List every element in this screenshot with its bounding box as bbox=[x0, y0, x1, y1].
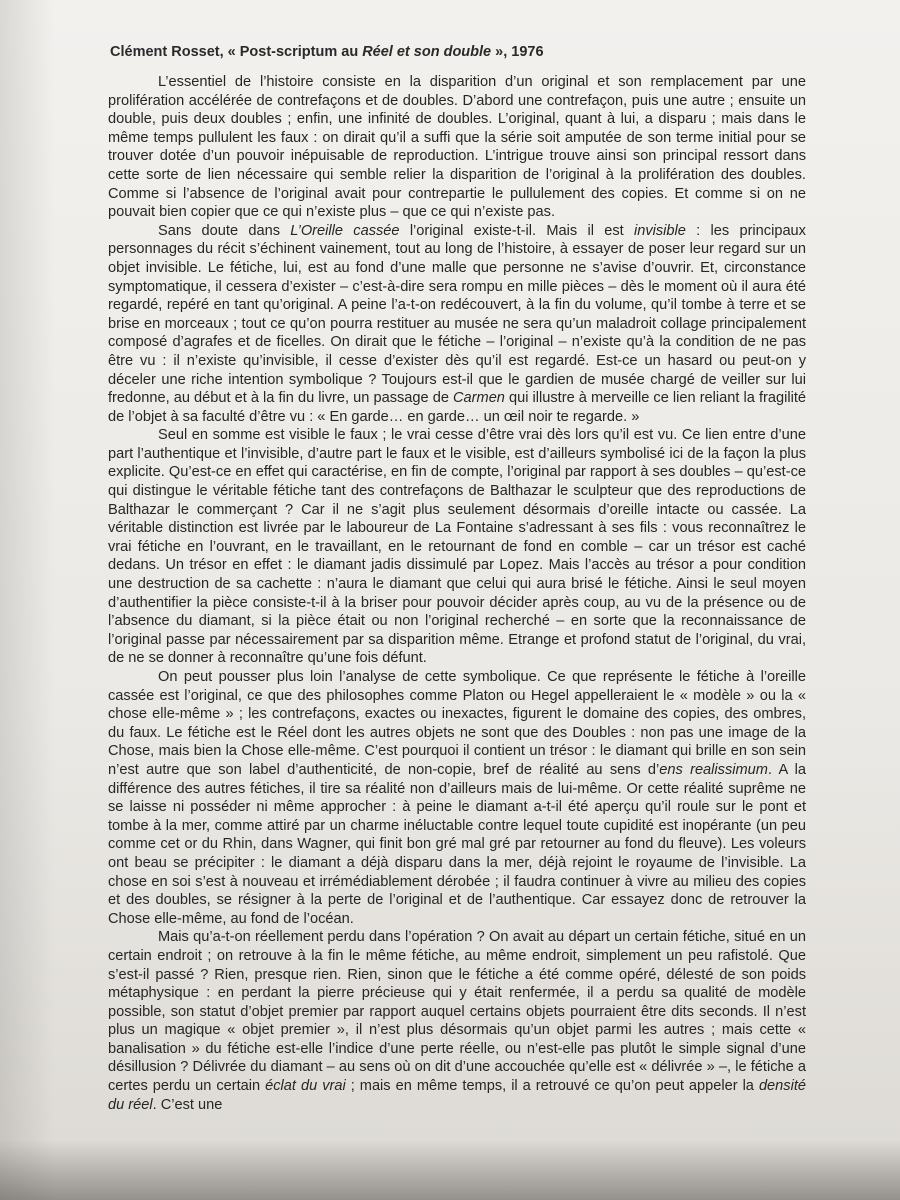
body-paragraph bbox=[108, 928, 806, 1114]
body-paragraph bbox=[108, 73, 806, 222]
text-run: ; mais en même temps, il a retrouvé ce qu’on peut appeler la bbox=[345, 1078, 759, 1095]
text-run: . C’est une bbox=[152, 1096, 223, 1113]
body-paragraph bbox=[108, 222, 806, 427]
heading-title: Réel et son double bbox=[362, 44, 492, 60]
text-run: Seul en somme est visible le faux ; le vrai cesse d’être vrai dès lors qu’il est vu. Ce lien entre d’une part l’authentique et l’invisible, d’autre part le faux et le visible, est d’ailleurs symbolisé ici de la façon la plus explicite. Qu’est-ce en effet qui caractérise, en fin de compte, l’original par rapport à ses doubles – qu’est-ce qui distingue le véritable fétiche tant des contrefaçons de Balthazar le sculpteur que des reproductions de Balthazar le commerçant ? Car il ne s’agit plus seulement désormais d’oreille intacte ou cassée. La véritable distinction est livrée par le laboureur de La Fontaine s’adressant à ses fils : vous reconnaîtrez le vrai fétiche en l’ouvrant, en le travaillant, en le retournant de fond en comble – car un trésor est caché dedans. Un trésor en effet : le diamant jadis dissimulé par Lopez. Mais l’accès au trésor a pour condition une destruction de sa cachette : n’aura le diamant que celui qui aura brisé le fétiche. Ainsi le seul moyen d’authentifier la pièce consiste-t-il à la briser pour pouvoir décider après coup, au vu de la présence ou de l’absence du diamant, si la pièce était ou non l’original recherché – en sorte que la reconnaissance de l’original passe par nécessairement par sa disparition même. Etrange et profond statut de l’original, du vrai, de ne se donner à reconnaître qu’une fois défunt. bbox=[108, 427, 806, 667]
italic-run: invisible bbox=[633, 222, 686, 239]
text-run: L’essentiel de l’histoire consiste en la disparition d’un original et son remplacement par une prolifération accélérée de contrefaçons et de doubles. D’abord une contrefaçon, puis une autre ; ensuite un double, puis deux doubles ; enfin, une infinité de doubles. L’original, quant à lui, a disparu ; mais dans le même temps pullulent les faux : on dirait qu’il a suffi que la série soit amputée de son terme initial pour se trouver dotée d’un pouvoir inépuisable de reproduction. L’intrigue trouve ainsi son principal ressort dans cette sorte de lien nécessaire qui semble relier la disparition de l’original à la prolifération des doubles. Comme si l’absence de l’original avait pour contrepartie le pullulement des copies. Et comme si on ne pouvait bien copier que ce qui n’existe plus – que ce qui n’existe pas. bbox=[108, 74, 806, 221]
italic-run: éclat du vrai bbox=[265, 1078, 346, 1095]
text-run: On peut pousser plus loin l’analyse de cette symbolique. Ce que représente le fétiche à l’oreille cassée est l’original, ce que des philosophes comme Platon ou Hegel appelleraient le « modèle » ou la « chose elle-même » ; les contrefaçons, exactes ou inexactes, figurent le domaine des copies, des ombres, du faux. Le fétiche est le Réel dont les autres objets ne sont que des Doubles : non pas une image de la Chose, mais bien la Chose elle-même. C’est pourquoi il contient un trésor : le diamant qui brille en son sein n’est autre que son label d’authenticité, de non-copie, bref de réalité au sens d’ bbox=[108, 669, 806, 778]
italic-run: Carmen bbox=[453, 390, 505, 407]
text-run: Mais qu’a-t-on réellement perdu dans l’opération ? On avait au départ un certain fétiche, situé en un certain endroit ; on retrouve à la fin le même fétiche, au même endroit, simplement un peu rafistolé. Que s’est-il passé ? Rien, presque rien. Rien, sinon que le fétiche a été comme opéré, délesté de son poids métaphysique : en perdant la pierre précieuse qui y était renfermée, il a perdu sa qualité de modèle possible, son statut d’objet premier par rapport auquel certains objets pourraient être dits seconds. Il n’est plus un magique « objet premier », il n’est plus désormais qu’un objet parmi les autres ; mais cette « banalisation » du fétiche est-elle l’indice d’une perte réelle, ou n’est-elle pas plutôt le simple signal d’une désillusion ? Délivrée du diamant – au sens où on dit d’une accouchée qu’elle est « délivrée » –, le fétiche a certes perdu un certain bbox=[108, 929, 806, 1095]
heading-author: Clément Rosset, « Post-scriptum au bbox=[110, 44, 363, 60]
text-run: l’original existe-t-il. Mais il est bbox=[399, 222, 634, 239]
italic-run: densité du réel bbox=[108, 1078, 806, 1113]
text-run: Sans doute dans bbox=[158, 222, 291, 239]
document-body bbox=[108, 73, 806, 1114]
heading-tail: », 1976 bbox=[491, 44, 544, 60]
italic-run: ens realissimum bbox=[659, 761, 768, 778]
page-shadow-left bbox=[0, 0, 55, 1200]
document-heading bbox=[110, 44, 544, 60]
text-run: qui illustre à merveille ce lien reliant la fragilité de l’objet à sa faculté d’être vu : « En garde… en garde… un œil noir te regarde. » bbox=[108, 390, 806, 425]
body-paragraph bbox=[108, 668, 806, 928]
page-shadow-bottom bbox=[0, 1140, 900, 1200]
text-run: : les principaux personnages du récit s’échinent vainement, tout au long de l’histoire, à essayer de poser leur regard sur un objet invisible. Le fétiche, lui, est au fond d’une malle que personne ne s’avise d’ouvrir. Et, circonstance symptomatique, il cessera d’exister – c’est-à-dire sera rompu en mille pièces – dès le moment où il aura été regardé, repéré en tant qu’original. A peine l’a-t-on redécouvert, à la fin du volume, qu’il tombe à terre et se brise en morceaux ; tout ce qu’on pourra restituer au musée ne sera qu’un maladroit collage principalement composé d’agrafes et de ficelles. On dirait que le fétiche – l’original – n’existe qu’à la condition de ne pas être vu : il n’existe qu’invisible, il cesse d’exister dès qu’il est regardé. Est-ce un hasard ou peut-on y déceler une riche intention symbolique ? Toujours est-il que le gardien de musée chargé de veiller sur lui fredonne, au début et à la fin du livre, un passage de bbox=[108, 222, 806, 407]
text-run: . A la différence des autres fétiches, il tire sa réalité non d’ailleurs mais de lui-même. Or cette réalité suprême ne se laisse ni posséder ni même approcher : à peine le diamant a-t-il été aperçu qu’il roule sur le pont et tombe à la mer, comme attiré par un charme inéluctable contre lequel toute cupidité est inopérante (un peu comme cet or du Rhin, dans Wagner, qui finit bon gré mal gré par retourner au fond du fleuve). Les voleurs ont beau se précipiter : le diamant a déjà disparu dans la mer, déjà rejoint le royaume de l’invisible. La chose en soi s’est à nouveau et irrémédiablement dérobée ; il faudra continuer à vivre au milieu des copies et des doubles, se résigner à la perte de l’original et de l’authentique. Car essayez donc de retrouver la Chose elle-même, au fond de l’océan. bbox=[108, 761, 806, 927]
body-paragraph bbox=[108, 426, 806, 668]
italic-run: L’Oreille cassée bbox=[290, 222, 400, 239]
